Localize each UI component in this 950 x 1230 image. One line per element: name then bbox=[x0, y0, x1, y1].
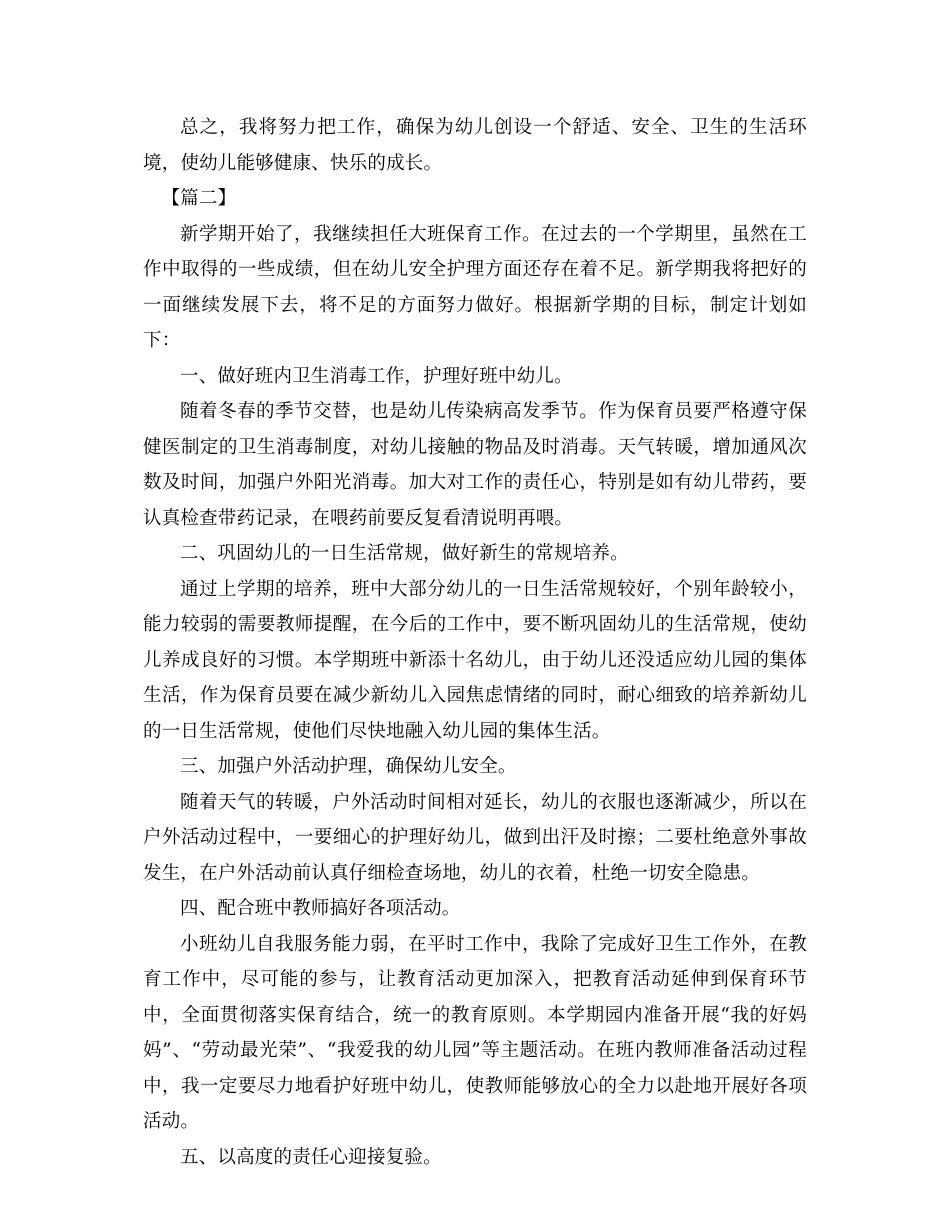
section-heading-part-two: 【篇二】 bbox=[161, 188, 237, 209]
heading-item-4: 四、配合班中教师搞好各项活动。 bbox=[180, 898, 461, 919]
paragraph-conclusion: 总之，我将努力把工作，确保为幼儿创设一个舒适、安全、卫生的生活环境，使幼儿能够健康、快乐的成长。 bbox=[143, 117, 807, 174]
heading-item-2: 二、巩固幼儿的一日生活常规，做好新生的常规培养。 bbox=[180, 543, 629, 564]
paragraph-item-2: 通过上学期的培养，班中大部分幼儿的一日生活常规较好，个别年龄较小，能力较弱的需要教师提醒，在今后的工作中，要不断巩固幼儿的生活常规，使幼儿养成良好的习惯。本学期班中新添十名幼儿，由于幼儿还没适应幼儿园的集体生活，作为保育员要在减少新幼儿入园焦虑情绪的同时，耐心细致的培养新幼儿的一日生活常规，使他们尽快地融入幼儿园的集体生活。 bbox=[143, 578, 807, 742]
paragraph-item-1: 随着冬春的季节交替，也是幼儿传染病高发季节。作为保育员要严格遵守保健医制定的卫生消毒制度，对幼儿接触的物品及时消毒。天气转暖，增加通风次数及时间，加强户外阳光消毒。加大对工作的责任心，特别是如有幼儿带药，要认真检查带药记录，在喂药前要反复看清说明再喂。 bbox=[143, 401, 807, 529]
heading-item-3: 三、加强户外活动护理，确保幼儿安全。 bbox=[180, 756, 517, 777]
heading-item-1: 一、做好班内卫生消毒工作，护理好班中幼儿。 bbox=[180, 365, 573, 387]
heading-item-5: 五、以高度的责任心迎接复验。 bbox=[180, 1146, 442, 1168]
document-body bbox=[143, 110, 807, 1175]
paragraph-item-3: 随着天气的转暖，户外活动时间相对延长，幼儿的衣服也逐渐减少，所以在户外活动过程中，一要细心的护理好幼儿，做到出汗及时擦；二要杜绝意外事故发生，在户外活动前认真仔细检查场地，幼儿的衣着，杜绝一切安全隐患。 bbox=[143, 791, 807, 884]
paragraph-intro: 新学期开始了，我继续担任大班保育工作。在过去的一个学期里，虽然在工作中取得的一些成绩，但在幼儿安全护理方面还存在着不足。新学期我将把好的一面继续发展下去，将不足的方面努力做好。根据新学期的目标，制定计划如下： bbox=[143, 223, 807, 351]
paragraph-item-4: 小班幼儿自我服务能力弱，在平时工作中，我除了完成好卫生工作外，在教育工作中，尽可能的参与，让教育活动更加深入，把教育活动延伸到保育环节中，全面贯彻落实保育结合，统一的教育原则。本学期园内准备开展“我的好妈妈”、“劳动最光荣”、“我爱我的幼儿园”等主题活动。在班内教师准备活动过程中，我一定要尽力地看护好班中幼儿，使教师能够放心的全力以赴地开展好各项活动。 bbox=[143, 933, 807, 1132]
